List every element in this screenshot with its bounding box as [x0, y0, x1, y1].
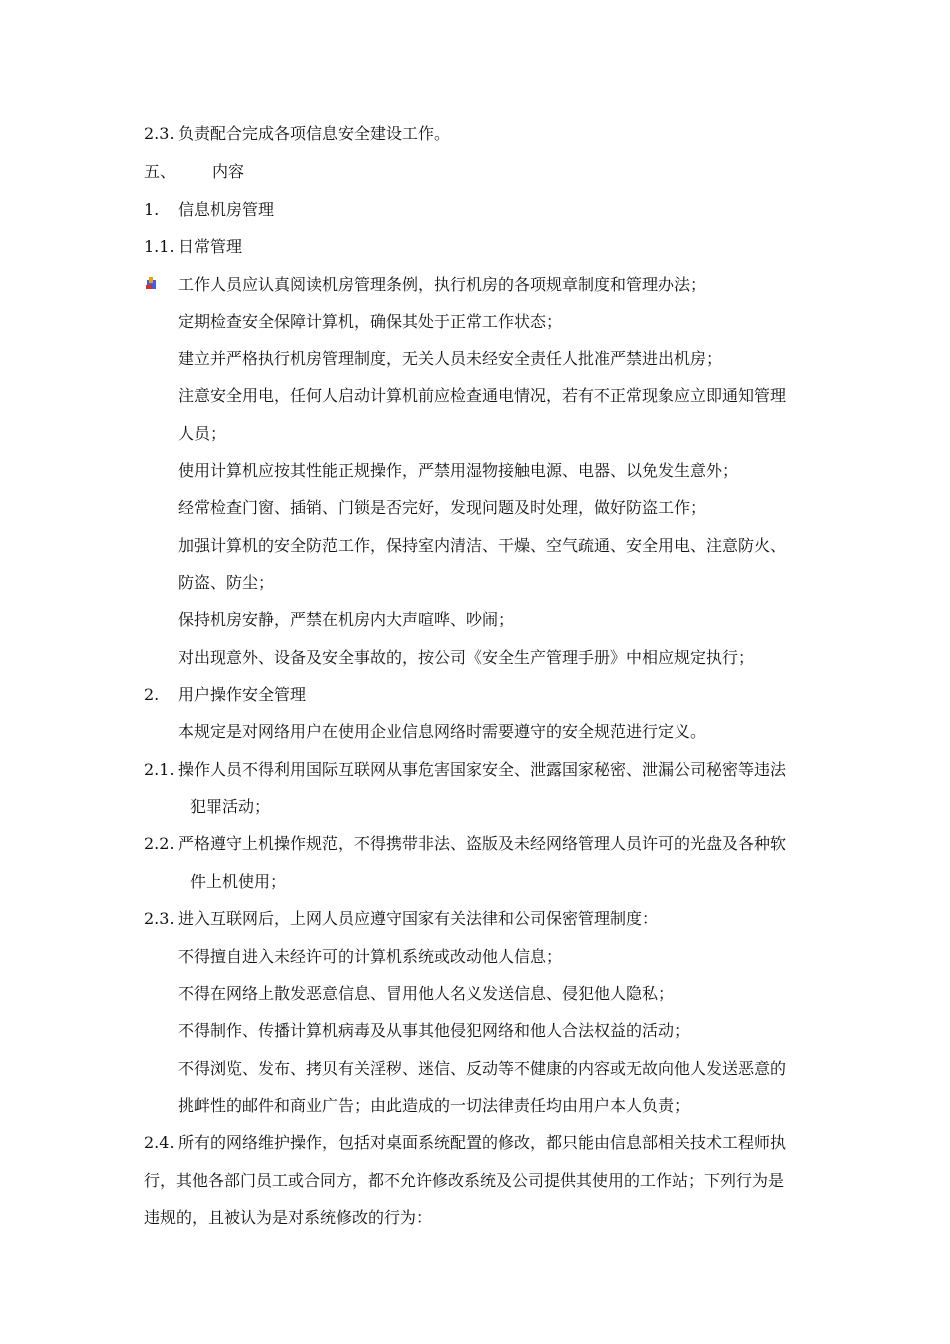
section-5-title: 内容 [212, 162, 245, 181]
section-2-4-text-cont: 行，其他各部门员工或合同方，都不允许修改系统及公司提供其使用的工作站；下列行为是 [144, 1171, 785, 1190]
rule-item: 不得在网络上散发恶意信息、冒用他人名义发送信息、侵犯他人隐私； [178, 984, 675, 1003]
daily-item: 使用计算机应按其性能正规操作，严禁用湿物接触电源、电器、以免发生意外； [178, 461, 739, 480]
section-2-1-text-cont: 犯罪活动； [190, 797, 271, 816]
section-2-title: 用户操作安全管理 [178, 685, 307, 704]
rule-item: 不得擅自进入未经许可的计算机系统或改动他人信息； [178, 947, 563, 966]
section-1-1-number: 1.1. [144, 237, 175, 256]
section-2-3-top-text: 负责配合完成各项信息安全建设工作。 [178, 124, 451, 143]
section-5-number: 五、 [144, 162, 177, 181]
section-2-4-text: 所有的网络维护操作，包括对桌面系统配置的修改，都只能由信息部相关技术工程师执 [178, 1133, 787, 1152]
section-2-4-number: 2.4. [144, 1133, 175, 1152]
daily-item: 定期检查安全保障计算机，确保其处于正常工作状态； [178, 312, 563, 331]
section-1-number: 1. [144, 200, 160, 219]
daily-item: 工作人员应认真阅读机房管理条例，执行机房的各项规章制度和管理办法； [178, 275, 707, 294]
section-2-3-text: 进入互联网后，上网人员应遵守国家有关法律和公司保密管理制度： [178, 909, 659, 928]
section-2-4-text-cont: 违规的，且被认为是对系统修改的行为： [144, 1208, 433, 1227]
daily-item: 人员； [178, 424, 227, 443]
daily-item: 加强计算机的安全防范工作，保持室内清洁、干燥、空气疏通、安全用电、注意防火、 [178, 536, 787, 555]
section-1-title: 信息机房管理 [178, 200, 275, 219]
section-1-1-title: 日常管理 [178, 237, 243, 256]
section-2-3-number: 2.3. [144, 909, 175, 928]
daily-item: 保持机房安静，严禁在机房内大声喧哗、吵闹； [178, 610, 515, 629]
daily-item: 对出现意外、设备及安全事故的，按公司《安全生产管理手册》中相应规定执行； [178, 648, 755, 667]
daily-item: 建立并严格执行机房管理制度，无关人员未经安全责任人批准严禁进出机房； [178, 349, 723, 368]
daily-item: 注意安全用电，任何人启动计算机前应检查通电情况，若有不正常现象应立即通知管理 [178, 386, 787, 405]
section-2-3-top-number: 2.3. [144, 124, 175, 143]
section-2-number: 2. [144, 685, 160, 704]
rule-item: 不得浏览、发布、拷贝有关淫秽、迷信、反动等不健康的内容或无故向他人发送恶意的 [178, 1059, 787, 1078]
rule-item: 不得制作、传播计算机病毒及从事其他侵犯网络和他人合法权益的活动； [178, 1021, 691, 1040]
document-bullet-icon [144, 276, 158, 290]
rule-item: 挑衅性的邮件和商业广告；由此造成的一切法律责任均由用户本人负责； [178, 1096, 691, 1115]
section-2-1-number: 2.1. [144, 760, 175, 779]
section-2-2-number: 2.2. [144, 834, 175, 853]
section-2-2-text-cont: 件上机使用； [190, 872, 287, 891]
daily-item: 防盗、防尘； [178, 573, 275, 592]
section-2-intro: 本规定是对网络用户在使用企业信息网络时需要遵守的安全规范进行定义。 [178, 722, 707, 741]
section-2-2-text: 严格遵守上机操作规范，不得携带非法、盗版及未经网络管理人员许可的光盘及各种软 [178, 834, 787, 853]
daily-item: 经常检查门窗、插销、门锁是否完好，发现问题及时处理，做好防盗工作； [178, 498, 707, 517]
section-2-1-text: 操作人员不得利用国际互联网从事危害国家安全、泄露国家秘密、泄漏公司秘密等违法 [178, 760, 787, 779]
